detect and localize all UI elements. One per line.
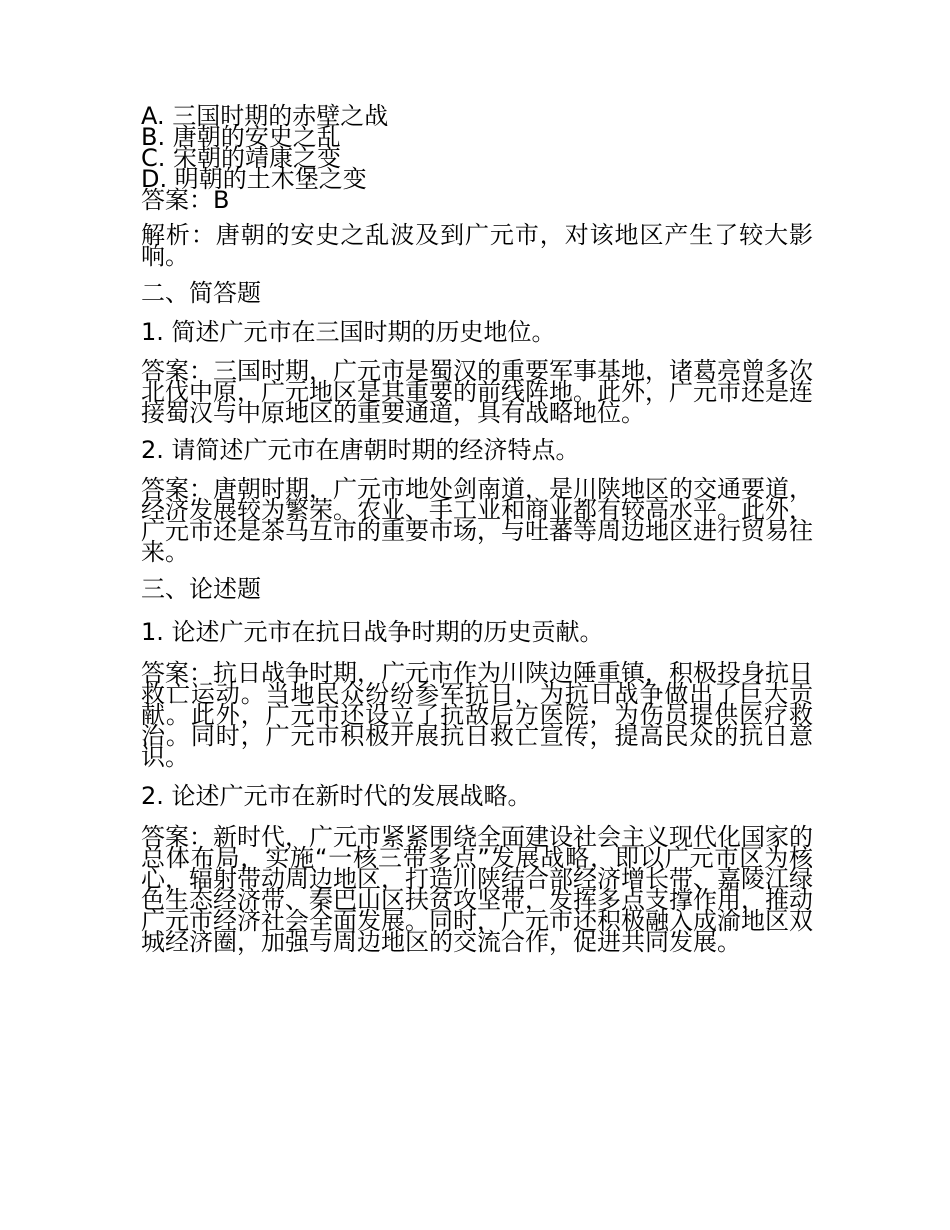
section-2-title: 二、简答题 [141,279,261,307]
document-page [141,102,813,956]
section-3-answer-1: 答案：抗日战争时期，广元市作为川陕边陲重镇，积极投身抗日救亡运动。当地民众纷纷参军抗日，为抗日战争做出了巨大贡献。此外，广元市还设立了抗敌后方医院，为伤员提供医疗救治。同时，广元市积极开展抗日救亡宣传，提高民众的抗日意识。 [141,659,813,771]
section-2-question-2: 2. 请简述广元市在唐朝时期的经济特点。 [141,436,580,464]
section-2-answer-2: 答案：唐朝时期，广元市地处剑南道，是川陕地区的交通要道，经济发展较为繁荣。农业、手工业和商业都有较高水平。此外，广元市还是茶马互市的重要市场，与吐蕃等周边地区进行贸易往来。 [141,475,813,566]
analysis-paragraph: 解析：唐朝的安史之乱波及到广元市，对该地区产生了较大影响。 [141,221,813,270]
option-list [141,102,813,214]
section-2-question-1: 1. 简述广元市在三国时期的历史地位。 [141,318,556,346]
option-a: A. 三国时期的赤壁之战 [141,102,389,130]
answer-line: 答案：B [141,186,230,214]
section-3-question-1: 1. 论述广元市在抗日战争时期的历史贡献。 [141,618,604,646]
section-3-answer-2: 答案：新时代，广元市紧紧围绕全面建设社会主义现代化国家的总体布局，实施“一核三带多点”发展战略，即以广元市区为核心，辐射带动周边地区，打造川陕结合部经济增长带、嘉陵江绿色生态经济带、秦巴山区扶贫攻坚带，发挥多点支撑作用，推动广元市经济社会全面发展。同时，广元市还积极融入成渝地区双城经济圈，加强与周边地区的交流合作，促进共同发展。 [141,823,813,956]
section-3-title: 三、论述题 [141,575,261,603]
option-d: D. 明朝的土木堡之变 [141,165,367,193]
option-c: C. 宋朝的靖康之变 [141,144,342,172]
section-3-question-2: 2. 论述广元市在新时代的发展战略。 [141,782,532,810]
section-2-answer-1: 答案：三国时期，广元市是蜀汉的重要军事基地，诸葛亮曾多次北伐中原，广元地区是其重要的前线阵地。此外，广元市还是连接蜀汉与中原地区的重要通道，具有战略地位。 [141,357,813,427]
option-b: B. 唐朝的安史之乱 [141,123,341,151]
